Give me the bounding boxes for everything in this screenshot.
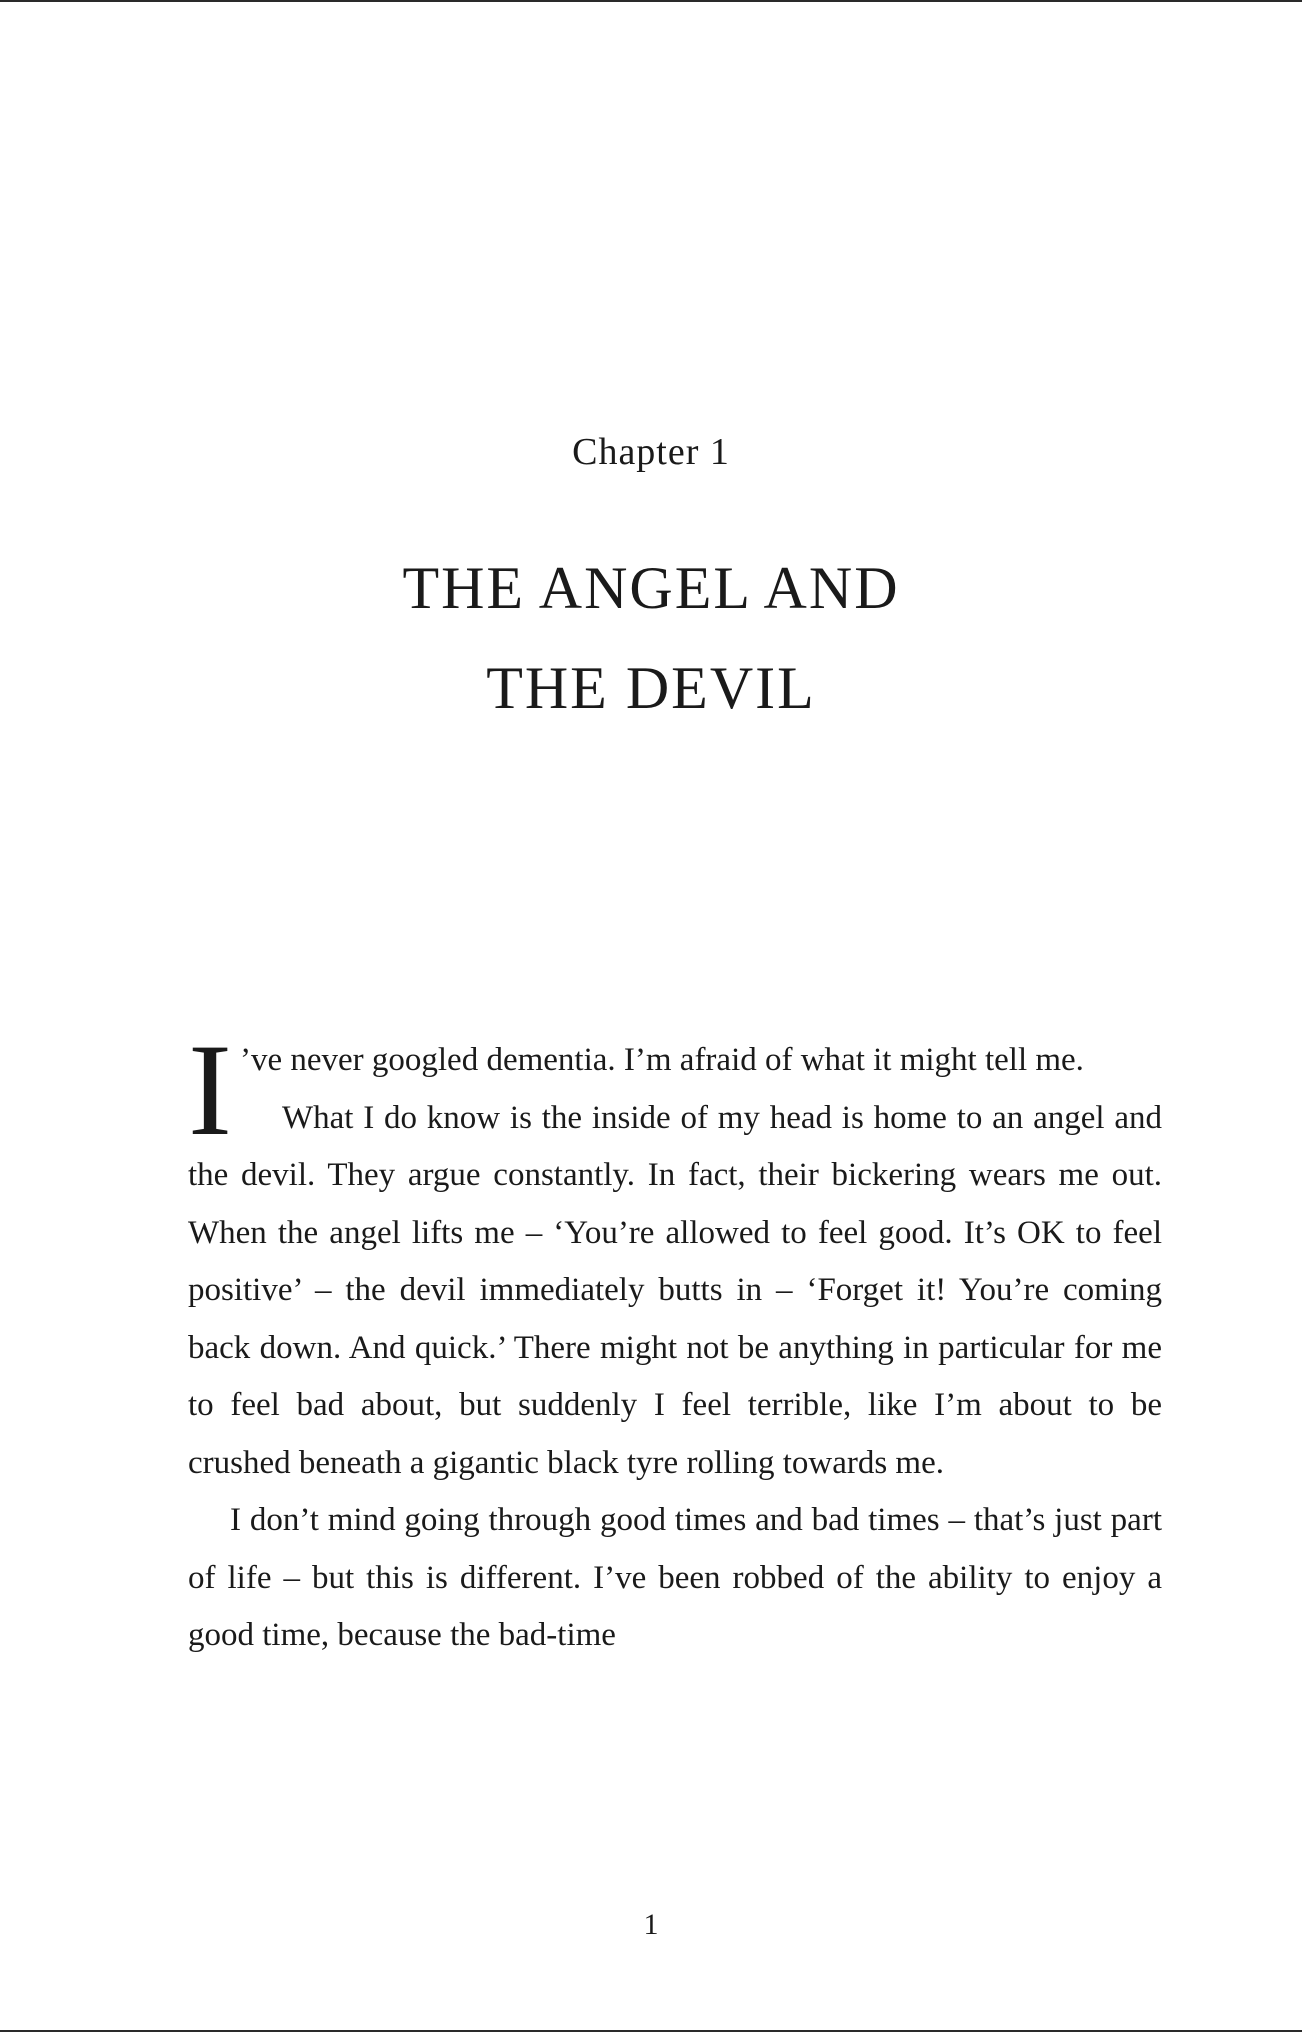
paragraph-1 — [188, 1016, 1162, 1163]
paragraph-3: I don’t mind going through good times and bad times – that’s just part of life – but this is different. I’ve been robbed of the ability to enjoy a good time, because the bad-time — [188, 1502, 1162, 1653]
chapter-label: Chapter 1 — [572, 431, 730, 473]
paragraph-1-text: ’ve never googled dementia. I’m afraid of what it might tell me. — [239, 1042, 1084, 1078]
body-text — [188, 1016, 1162, 1665]
chapter-title-line-1: THE ANGEL AND — [402, 555, 900, 621]
paragraph-2: What I do know is the inside of my head is home to an angel and the devil. They argue constantly. In fact, their bickering wears me out. When the angel lifts me – ‘You’re allowed to feel good. It’s OK to feel positive’ – the devil immediately butts in – ‘Forget it! You’re coming back down. And quick.’ There might not be anything in particular for me to feel bad about, but suddenly I feel terrible, like I’m about to be crushed beneath a gigantic black tyre rolling towards me. — [188, 1099, 1162, 1481]
chapter-title — [0, 538, 1302, 738]
page-top-edge — [0, 0, 1302, 2]
page-bottom-edge — [0, 2030, 1302, 2032]
chapter-title-line-2: THE DEVIL — [486, 655, 816, 721]
drop-cap: I — [188, 1016, 232, 1163]
page-number: 1 — [643, 1908, 659, 1941]
